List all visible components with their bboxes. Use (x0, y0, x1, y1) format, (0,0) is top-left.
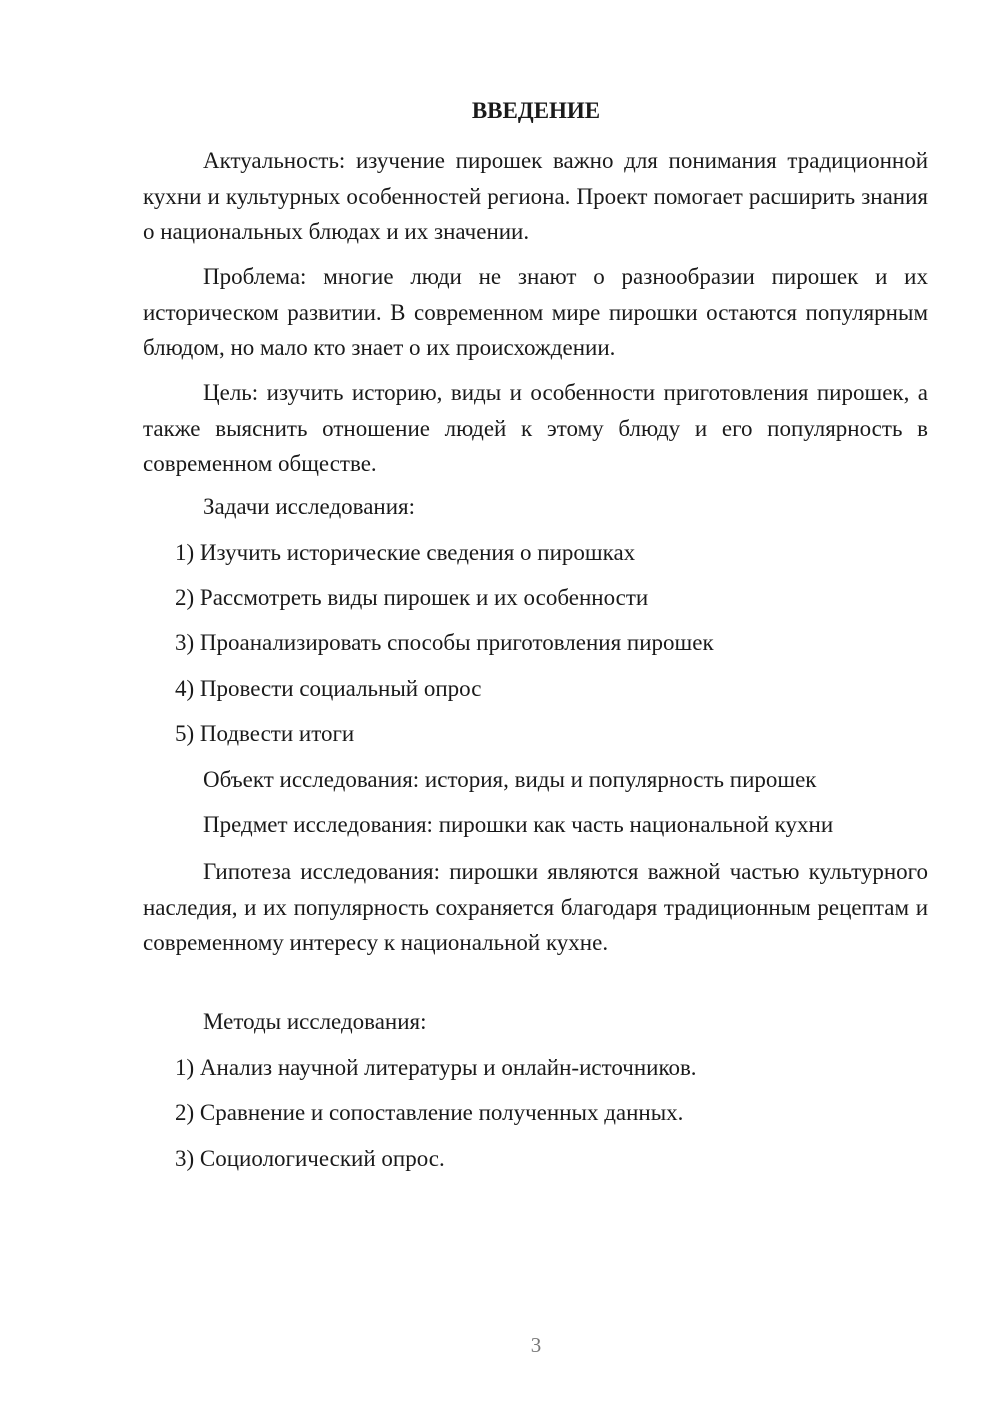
tasks-title: Задачи исследования: (203, 494, 416, 519)
method-item: 3) Социологический опрос. (175, 1146, 445, 1171)
problem-paragraph: Проблема: многие люди не знают о разнообразии пирошек и их историческом развитии. В современном мире пирошки остаются популярным блюдом, но мало кто знает о их происхождении. (143, 264, 928, 360)
task-item: 1) Изучить исторические сведения о пирошках (175, 540, 636, 565)
task-item: 3) Проанализировать способы приготовления пирошек (175, 630, 714, 655)
task-item: 4) Провести социальный опрос (175, 676, 482, 701)
task-item: 2) Рассмотреть виды пирошек и их особенности (175, 585, 649, 610)
method-item: 1) Анализ научной литературы и онлайн-источников. (175, 1055, 697, 1080)
page-title: ВВЕДЕНИЕ (471, 98, 601, 123)
relevance-paragraph: Актуальность: изучение пирошек важно для понимания традиционной кухни и культурных особенностей региона. Проект помогает расширить знания о национальных блюдах и их значении. (143, 148, 928, 244)
goal-paragraph: Цель: изучить историю, виды и особенности приготовления пирошек, а также выяснить отношение людей к этому блюду и его популярность в современном обществе. (143, 380, 928, 476)
task-item: 5) Подвести итоги (175, 721, 355, 746)
method-item: 2) Сравнение и сопоставление полученных данных. (175, 1100, 684, 1125)
research-object: Объект исследования: история, виды и популярность пирошек (203, 767, 817, 792)
page-number: 3 (530, 1333, 542, 1357)
hypothesis-paragraph: Гипотеза исследования: пирошки являются важной частью культурного наследия, и их популярность сохраняется благодаря традиционным рецептам и современному интересу к национальной кухне. (143, 859, 928, 955)
methods-title: Методы исследования: (203, 1009, 427, 1034)
research-subject: Предмет исследования: пирошки как часть национальной кухни (203, 812, 834, 837)
